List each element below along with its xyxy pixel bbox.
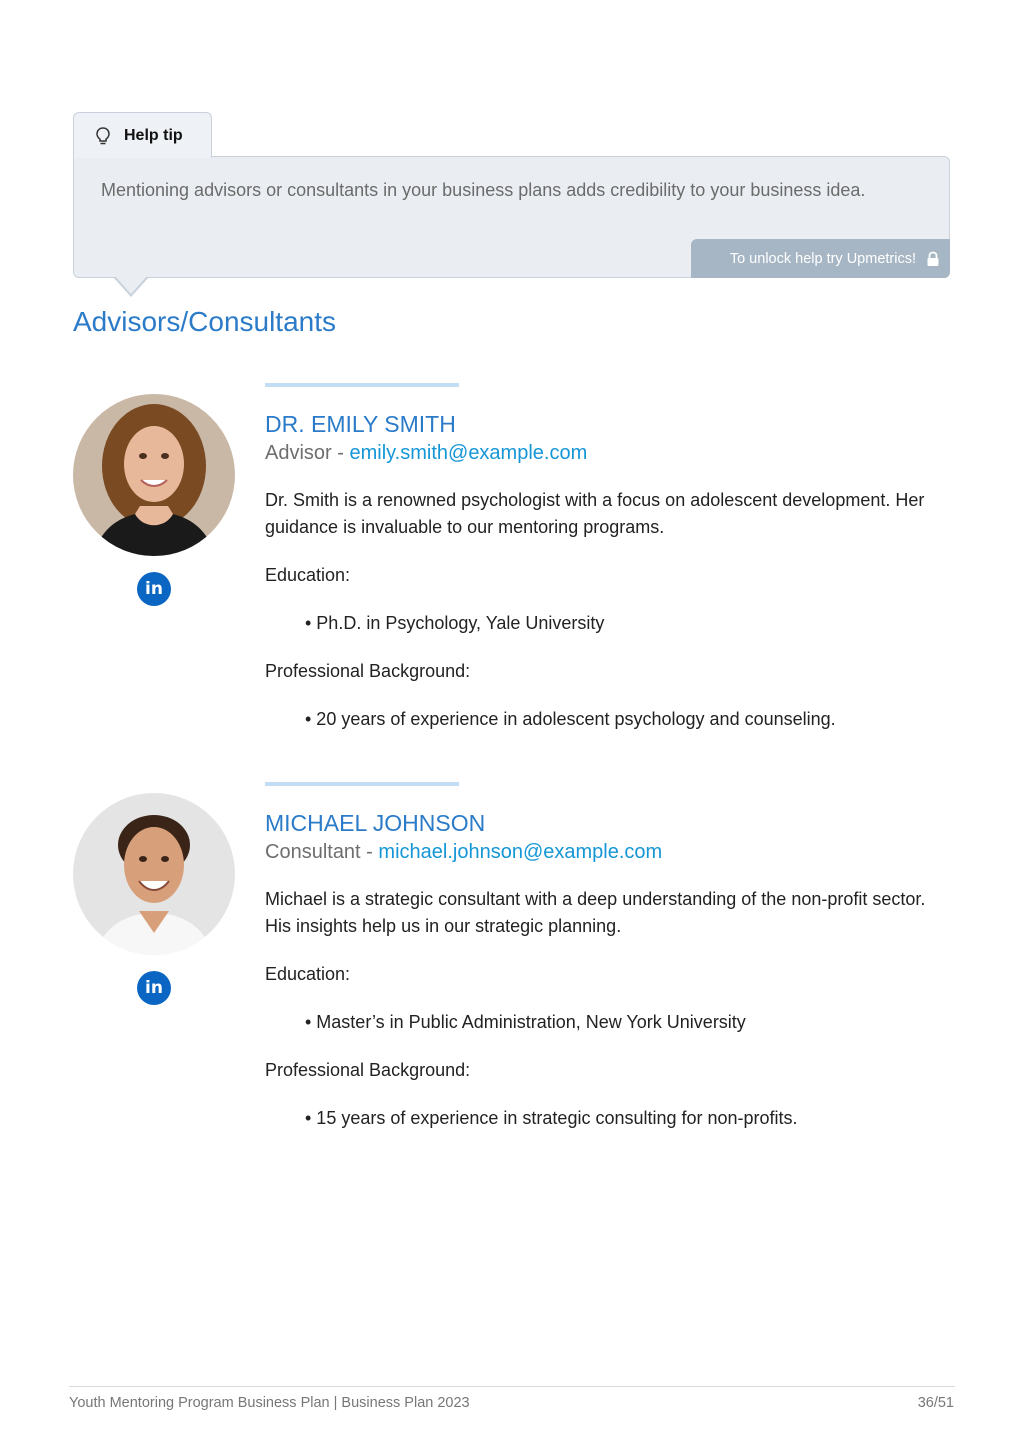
person-role: Consultant [265, 841, 361, 863]
person-bio: Michael is a strategic consultant with a deep understanding of the non-profit sector. His insights help us in our strategic planning. [265, 889, 926, 936]
education-label: Education: [265, 565, 351, 585]
linkedin-icon[interactable]: in [137, 572, 171, 606]
education-item: • Ph.D. in Psychology, Yale University [305, 613, 605, 633]
role-separator: - [331, 442, 350, 464]
role-separator: - [360, 841, 379, 863]
footer-divider [69, 1386, 955, 1387]
person-bio: Dr. Smith is a renowned psychologist with a focus on adolescent development. Her guidance is invaluable to our mentoring programs. [265, 490, 925, 537]
person-name: MICHAEL JOHNSON [265, 810, 486, 836]
lightbulb-icon [94, 126, 112, 146]
avatar [73, 793, 235, 955]
page-number: 36/51 [917, 1395, 954, 1411]
background-item: • 15 years of experience in strategic consulting for non-profits. [305, 1108, 798, 1128]
education-label: Education: [265, 964, 351, 984]
person-role-line [265, 841, 955, 864]
help-tip-text: Mentioning advisors or consultants in your business plans adds credibility to your business idea. [101, 180, 866, 200]
section-title: Advisors/Consultants [73, 306, 337, 337]
help-tip-tab [73, 112, 212, 158]
email-link[interactable]: emily.smith@example.com [349, 442, 588, 464]
lock-icon [926, 251, 940, 267]
help-tip-box [73, 156, 950, 278]
person-role: Advisor [265, 442, 332, 464]
background-item: • 20 years of experience in adolescent psychology and counseling. [305, 709, 836, 729]
unlock-help-button[interactable] [691, 239, 950, 278]
unlock-help-label: To unlock help try Upmetrics! [729, 250, 916, 267]
divider [265, 782, 459, 786]
help-tip-label: Help tip [124, 126, 183, 144]
email-link[interactable]: michael.johnson@example.com [378, 841, 663, 863]
background-label: Professional Background: [265, 1060, 471, 1080]
background-label: Professional Background: [265, 661, 471, 681]
education-item: • Master’s in Public Administration, New York University [305, 1012, 746, 1032]
person-role-line [265, 442, 955, 465]
divider [265, 383, 459, 387]
help-tip-pointer-fill [115, 276, 147, 294]
linkedin-icon[interactable]: in [137, 971, 171, 1005]
person-name: DR. EMILY SMITH [265, 411, 456, 437]
avatar [73, 394, 235, 556]
footer-title: Youth Mentoring Program Business Plan | Business Plan 2023 [69, 1395, 470, 1411]
